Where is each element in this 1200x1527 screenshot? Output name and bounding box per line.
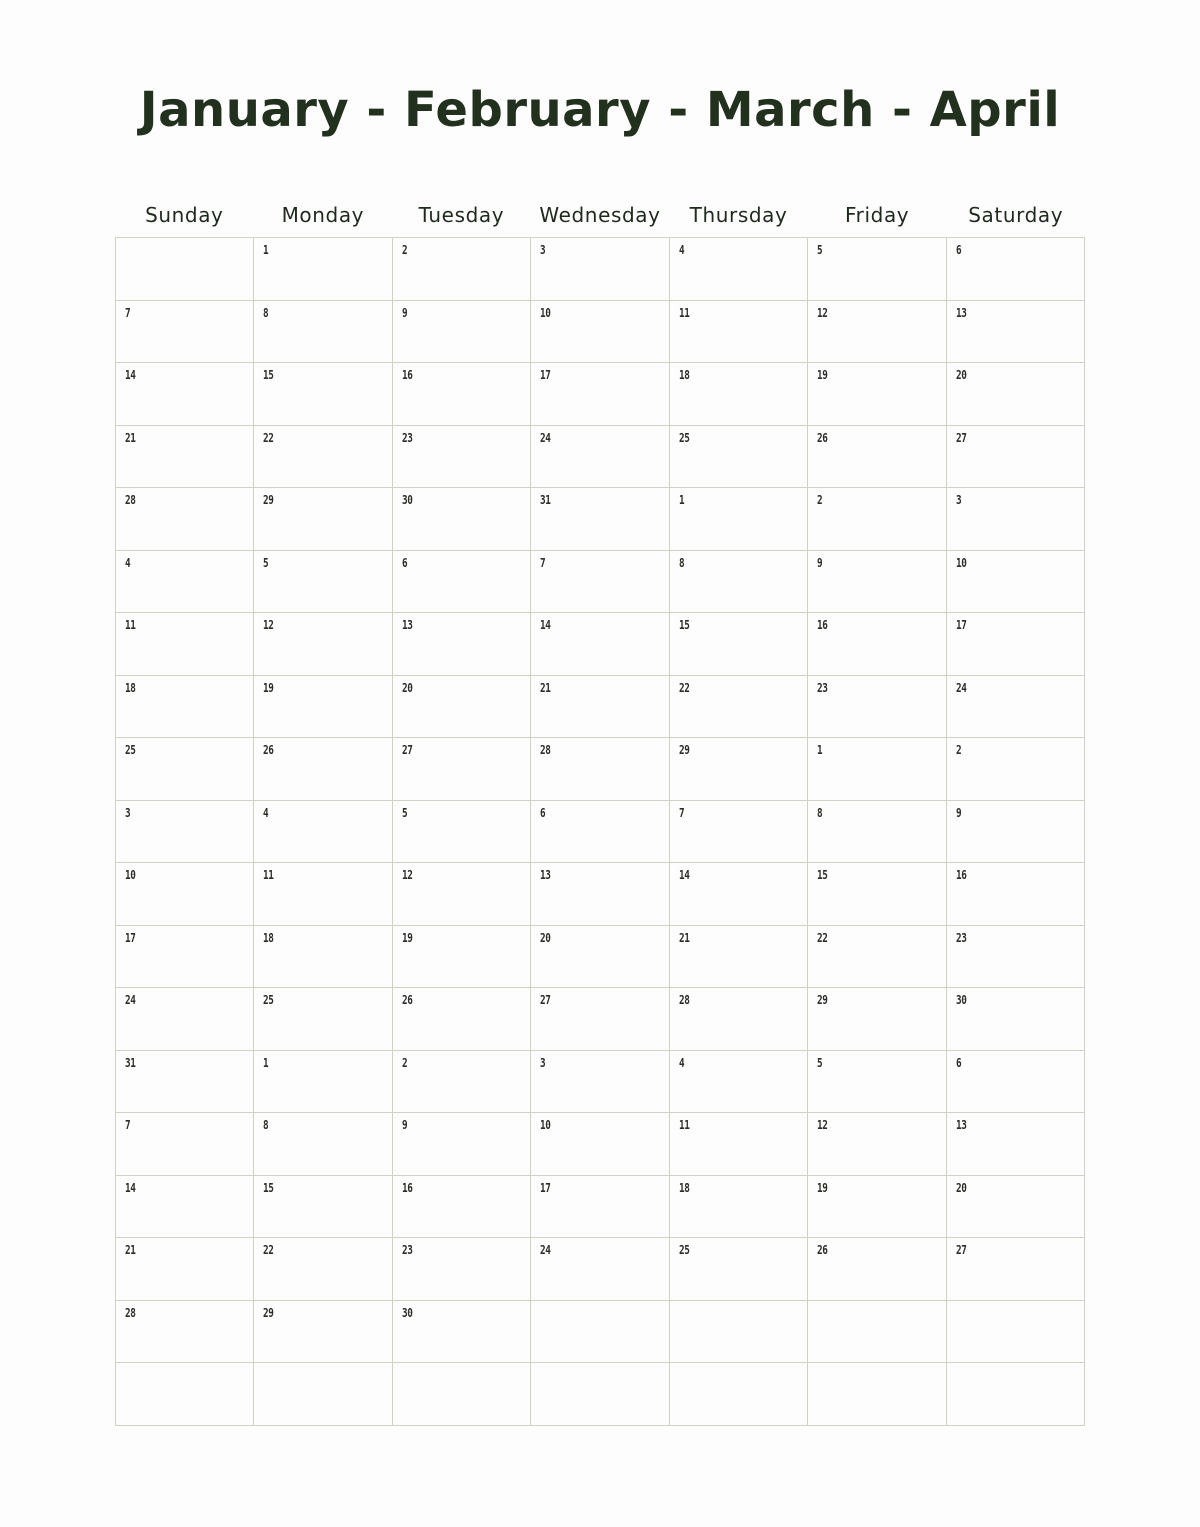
day-number: 22 (263, 1243, 274, 1257)
day-number: 11 (678, 1118, 690, 1132)
day-cell[interactable] (393, 1051, 531, 1114)
day-number: 15 (263, 1180, 274, 1195)
day-number: 30 (955, 993, 967, 1007)
day-cell[interactable] (254, 301, 392, 364)
day-cell[interactable] (670, 488, 808, 551)
day-cell[interactable] (531, 551, 669, 614)
day-cell[interactable] (254, 238, 392, 301)
day-cell[interactable] (808, 1051, 946, 1114)
day-cell[interactable] (947, 238, 1085, 301)
day-number: 7 (678, 805, 684, 820)
day-number: 4 (125, 555, 131, 570)
day-cell[interactable] (808, 738, 946, 801)
weekday-header-sunday: Sunday (145, 203, 224, 227)
day-number: 15 (817, 868, 828, 882)
day-cell[interactable] (254, 738, 392, 801)
day-cell[interactable] (947, 301, 1085, 364)
day-number: 20 (401, 680, 413, 695)
day-cell[interactable] (393, 801, 531, 864)
day-number: 10 (955, 555, 967, 570)
day-cell[interactable] (393, 426, 531, 489)
day-cell-empty[interactable] (808, 1363, 946, 1426)
day-number: 2 (401, 243, 408, 257)
day-cell[interactable] (116, 1051, 254, 1114)
day-cell[interactable] (670, 863, 808, 926)
page-title: January - February - March - April (139, 82, 1061, 138)
weekday-header-row (115, 205, 1085, 234)
day-cell[interactable] (531, 988, 669, 1051)
day-number: 30 (401, 493, 413, 507)
day-cell[interactable] (670, 426, 808, 489)
day-cell[interactable] (116, 551, 254, 614)
day-cell[interactable] (254, 1238, 392, 1301)
day-cell[interactable] (393, 1238, 531, 1301)
day-number: 27 (401, 743, 413, 757)
day-cell[interactable] (531, 613, 669, 676)
day-number: 17 (540, 368, 551, 382)
day-cell-empty[interactable] (116, 238, 254, 301)
day-cell[interactable] (670, 551, 808, 614)
day-number: 9 (955, 805, 961, 820)
day-cell[interactable] (808, 238, 946, 301)
day-cell[interactable] (116, 488, 254, 551)
day-number: 23 (817, 680, 828, 695)
day-cell[interactable] (254, 801, 392, 864)
day-cell[interactable] (116, 738, 254, 801)
day-number: 17 (540, 1180, 551, 1195)
day-cell[interactable] (254, 551, 392, 614)
weekday-header-monday: Monday (281, 203, 365, 227)
day-number: 25 (263, 993, 274, 1007)
day-number: 13 (401, 618, 413, 632)
day-number: 21 (678, 930, 690, 945)
day-number: 27 (955, 1243, 967, 1257)
day-cell[interactable] (531, 238, 669, 301)
day-cell[interactable] (254, 988, 392, 1051)
day-number: 7 (540, 555, 546, 570)
day-cell[interactable] (116, 301, 254, 364)
day-number: 13 (540, 868, 551, 882)
day-cell-empty[interactable] (116, 1363, 254, 1426)
day-cell[interactable] (116, 676, 254, 739)
day-cell[interactable] (393, 988, 531, 1051)
day-number: 6 (540, 805, 546, 820)
day-cell[interactable] (254, 676, 392, 739)
day-cell-empty[interactable] (947, 1363, 1085, 1426)
day-cell[interactable] (531, 488, 669, 551)
day-cell[interactable] (393, 488, 531, 551)
day-cell[interactable] (670, 613, 808, 676)
day-number: 21 (125, 1243, 136, 1257)
day-number: 14 (125, 1180, 136, 1195)
day-number: 21 (540, 680, 551, 695)
day-number: 31 (540, 493, 551, 507)
day-cell[interactable] (116, 801, 254, 864)
day-cell[interactable] (808, 426, 946, 489)
day-cell[interactable] (393, 1176, 531, 1239)
day-cell-empty[interactable] (670, 1301, 808, 1364)
day-number: 12 (263, 618, 274, 632)
day-number: 18 (263, 930, 274, 945)
day-cell-empty[interactable] (393, 1363, 531, 1426)
day-cell[interactable] (947, 988, 1085, 1051)
day-number: 29 (817, 993, 828, 1007)
day-cell[interactable] (254, 926, 392, 989)
day-cell-empty[interactable] (531, 1301, 669, 1364)
day-cell[interactable] (947, 738, 1085, 801)
day-number: 28 (125, 1305, 136, 1320)
day-number: 17 (955, 618, 967, 632)
day-cell[interactable] (393, 301, 531, 364)
day-cell[interactable] (808, 988, 946, 1051)
day-cell[interactable] (531, 426, 669, 489)
day-number: 8 (263, 1118, 269, 1132)
day-cell[interactable] (808, 863, 946, 926)
day-cell[interactable] (808, 551, 946, 614)
day-cell[interactable] (531, 1176, 669, 1239)
day-cell[interactable] (531, 738, 669, 801)
day-number: 24 (540, 1243, 551, 1257)
day-number: 7 (125, 1118, 131, 1132)
day-number: 5 (401, 805, 408, 820)
day-number: 26 (401, 993, 413, 1007)
weekday-header-thursday: Thursday (689, 203, 788, 227)
day-number: 4 (678, 1055, 684, 1070)
day-number: 13 (955, 1118, 967, 1132)
day-number: 6 (401, 555, 408, 570)
day-cell[interactable] (116, 1113, 254, 1176)
day-number: 25 (678, 1243, 690, 1257)
day-number: 28 (678, 993, 690, 1007)
day-number: 30 (401, 1305, 413, 1320)
day-cell[interactable] (254, 1176, 392, 1239)
day-cell-empty[interactable] (531, 1363, 669, 1426)
day-cell[interactable] (531, 1051, 669, 1114)
day-cell[interactable] (670, 676, 808, 739)
weekday-header-saturday: Saturday (968, 203, 1064, 227)
day-number: 9 (401, 305, 408, 320)
day-cell[interactable] (947, 1176, 1085, 1239)
day-number: 10 (540, 305, 551, 320)
day-cell[interactable] (116, 1176, 254, 1239)
day-number: 19 (263, 680, 274, 695)
day-number: 24 (125, 993, 136, 1007)
day-number: 16 (955, 868, 967, 882)
day-cell[interactable] (670, 1176, 808, 1239)
day-cell[interactable] (947, 363, 1085, 426)
day-cell[interactable] (116, 926, 254, 989)
day-cell[interactable] (531, 1238, 669, 1301)
day-number: 12 (817, 305, 828, 320)
day-number: 23 (401, 1243, 413, 1257)
day-number: 17 (125, 930, 136, 945)
day-number: 29 (678, 743, 690, 757)
day-cell[interactable] (808, 1113, 946, 1176)
day-cell[interactable] (393, 863, 531, 926)
day-number: 23 (401, 430, 413, 445)
day-number: 14 (125, 368, 136, 382)
day-number: 20 (955, 1180, 967, 1195)
day-number: 3 (125, 805, 131, 820)
day-number: 26 (263, 743, 274, 757)
day-cell[interactable] (254, 1051, 392, 1114)
day-number: 24 (955, 680, 967, 695)
day-cell[interactable] (116, 988, 254, 1051)
day-number: 7 (125, 305, 131, 320)
day-cell[interactable] (531, 863, 669, 926)
day-cell[interactable] (393, 738, 531, 801)
day-cell[interactable] (670, 301, 808, 364)
day-number: 27 (540, 993, 551, 1007)
day-number: 13 (955, 305, 967, 320)
day-number: 29 (263, 493, 274, 507)
day-number: 20 (955, 368, 967, 382)
day-number: 23 (955, 930, 967, 945)
day-cell[interactable] (254, 426, 392, 489)
day-cell-empty[interactable] (670, 1363, 808, 1426)
day-cell[interactable] (116, 1301, 254, 1364)
day-cell[interactable] (947, 1051, 1085, 1114)
day-cell[interactable] (808, 488, 946, 551)
day-number: 8 (678, 555, 684, 570)
day-cell[interactable] (116, 363, 254, 426)
day-number: 3 (540, 243, 546, 257)
day-number: 1 (263, 243, 269, 257)
day-number: 1 (263, 1055, 269, 1070)
day-cell[interactable] (670, 1113, 808, 1176)
day-cell[interactable] (808, 676, 946, 739)
day-number: 19 (401, 930, 413, 945)
day-cell[interactable] (254, 488, 392, 551)
day-cell[interactable] (116, 863, 254, 926)
day-number: 28 (540, 743, 551, 757)
day-number: 16 (817, 618, 828, 632)
day-number: 3 (955, 493, 961, 507)
day-number: 21 (125, 430, 136, 445)
day-cell[interactable] (254, 1301, 392, 1364)
day-cell[interactable] (947, 426, 1085, 489)
weekday-header-wednesday: Wednesday (539, 203, 661, 227)
day-cell[interactable] (393, 551, 531, 614)
day-cell[interactable] (254, 363, 392, 426)
day-number: 14 (540, 618, 551, 632)
day-cell[interactable] (116, 426, 254, 489)
day-number: 16 (401, 368, 413, 382)
day-number: 26 (817, 430, 828, 445)
day-cell[interactable] (670, 801, 808, 864)
day-cell[interactable] (393, 926, 531, 989)
day-number: 9 (817, 555, 823, 570)
day-cell[interactable] (808, 926, 946, 989)
day-number: 12 (401, 868, 413, 882)
day-number: 18 (678, 368, 690, 382)
day-cell[interactable] (670, 1051, 808, 1114)
day-number: 18 (125, 680, 136, 695)
day-number: 3 (540, 1055, 546, 1070)
day-cell[interactable] (808, 301, 946, 364)
day-number: 27 (955, 430, 967, 445)
day-number: 20 (540, 930, 551, 945)
day-number: 2 (955, 743, 961, 757)
day-cell[interactable] (116, 1238, 254, 1301)
day-cell[interactable] (670, 1238, 808, 1301)
day-cell[interactable] (116, 613, 254, 676)
day-number: 11 (678, 305, 690, 320)
day-cell[interactable] (670, 926, 808, 989)
day-number: 1 (678, 493, 684, 507)
day-cell[interactable] (531, 801, 669, 864)
day-number: 24 (540, 430, 551, 445)
weekday-header-tuesday: Tuesday (418, 203, 505, 227)
day-number: 14 (678, 868, 690, 882)
day-number: 31 (125, 1055, 136, 1070)
day-cell-empty[interactable] (947, 1301, 1085, 1364)
day-cell[interactable] (947, 488, 1085, 551)
day-cell[interactable] (531, 926, 669, 989)
day-cell[interactable] (947, 801, 1085, 864)
day-cell[interactable] (254, 1113, 392, 1176)
day-cell[interactable] (947, 863, 1085, 926)
day-cell[interactable] (808, 363, 946, 426)
day-number: 4 (678, 243, 684, 257)
day-cell[interactable] (254, 613, 392, 676)
day-cell[interactable] (254, 863, 392, 926)
day-number: 25 (678, 430, 690, 445)
day-number: 15 (263, 368, 274, 382)
day-number: 2 (401, 1055, 408, 1070)
day-number: 16 (401, 1180, 413, 1195)
day-number: 28 (125, 493, 136, 507)
day-cell[interactable] (808, 613, 946, 676)
day-cell[interactable] (670, 238, 808, 301)
day-cell[interactable] (531, 301, 669, 364)
day-cell[interactable] (531, 363, 669, 426)
day-cell[interactable] (947, 1238, 1085, 1301)
day-number: 11 (125, 618, 136, 632)
day-number: 19 (817, 368, 828, 382)
day-number: 11 (263, 868, 274, 882)
day-cell-empty[interactable] (254, 1363, 392, 1426)
day-number: 22 (817, 930, 828, 945)
day-number: 6 (955, 1055, 961, 1070)
day-cell-empty[interactable] (808, 1301, 946, 1364)
day-number: 5 (817, 243, 823, 257)
day-cell[interactable] (947, 926, 1085, 989)
day-number: 1 (817, 743, 823, 757)
calendar-grid (115, 237, 1085, 1426)
day-number: 26 (817, 1243, 828, 1257)
day-number: 10 (540, 1118, 551, 1132)
day-number: 5 (263, 555, 269, 570)
day-cell[interactable] (393, 1113, 531, 1176)
day-cell[interactable] (393, 238, 531, 301)
day-number: 29 (263, 1305, 274, 1320)
day-number: 2 (817, 493, 823, 507)
day-number: 22 (678, 680, 690, 695)
day-cell[interactable] (670, 738, 808, 801)
day-cell[interactable] (947, 613, 1085, 676)
day-number: 4 (263, 805, 269, 820)
day-cell[interactable] (808, 1176, 946, 1239)
day-cell[interactable] (393, 613, 531, 676)
day-number: 9 (401, 1118, 408, 1132)
day-cell[interactable] (670, 988, 808, 1051)
day-cell[interactable] (947, 676, 1085, 739)
day-cell[interactable] (808, 1238, 946, 1301)
day-number: 8 (263, 305, 269, 320)
day-number: 18 (678, 1180, 690, 1195)
day-cell[interactable] (393, 1301, 531, 1364)
day-cell[interactable] (531, 1113, 669, 1176)
day-number: 22 (263, 430, 274, 445)
day-cell[interactable] (393, 363, 531, 426)
day-cell[interactable] (531, 676, 669, 739)
day-number: 25 (125, 743, 136, 757)
day-cell[interactable] (947, 1113, 1085, 1176)
day-number: 6 (955, 243, 961, 257)
day-number: 12 (817, 1118, 828, 1132)
day-number: 10 (125, 868, 136, 882)
day-number: 19 (817, 1180, 828, 1195)
weekday-header-friday: Friday (845, 203, 910, 227)
day-number: 5 (817, 1055, 823, 1070)
day-cell[interactable] (393, 676, 531, 739)
day-number: 15 (678, 618, 690, 632)
day-cell[interactable] (808, 801, 946, 864)
day-cell[interactable] (947, 551, 1085, 614)
day-cell[interactable] (670, 363, 808, 426)
day-number: 8 (817, 805, 823, 820)
